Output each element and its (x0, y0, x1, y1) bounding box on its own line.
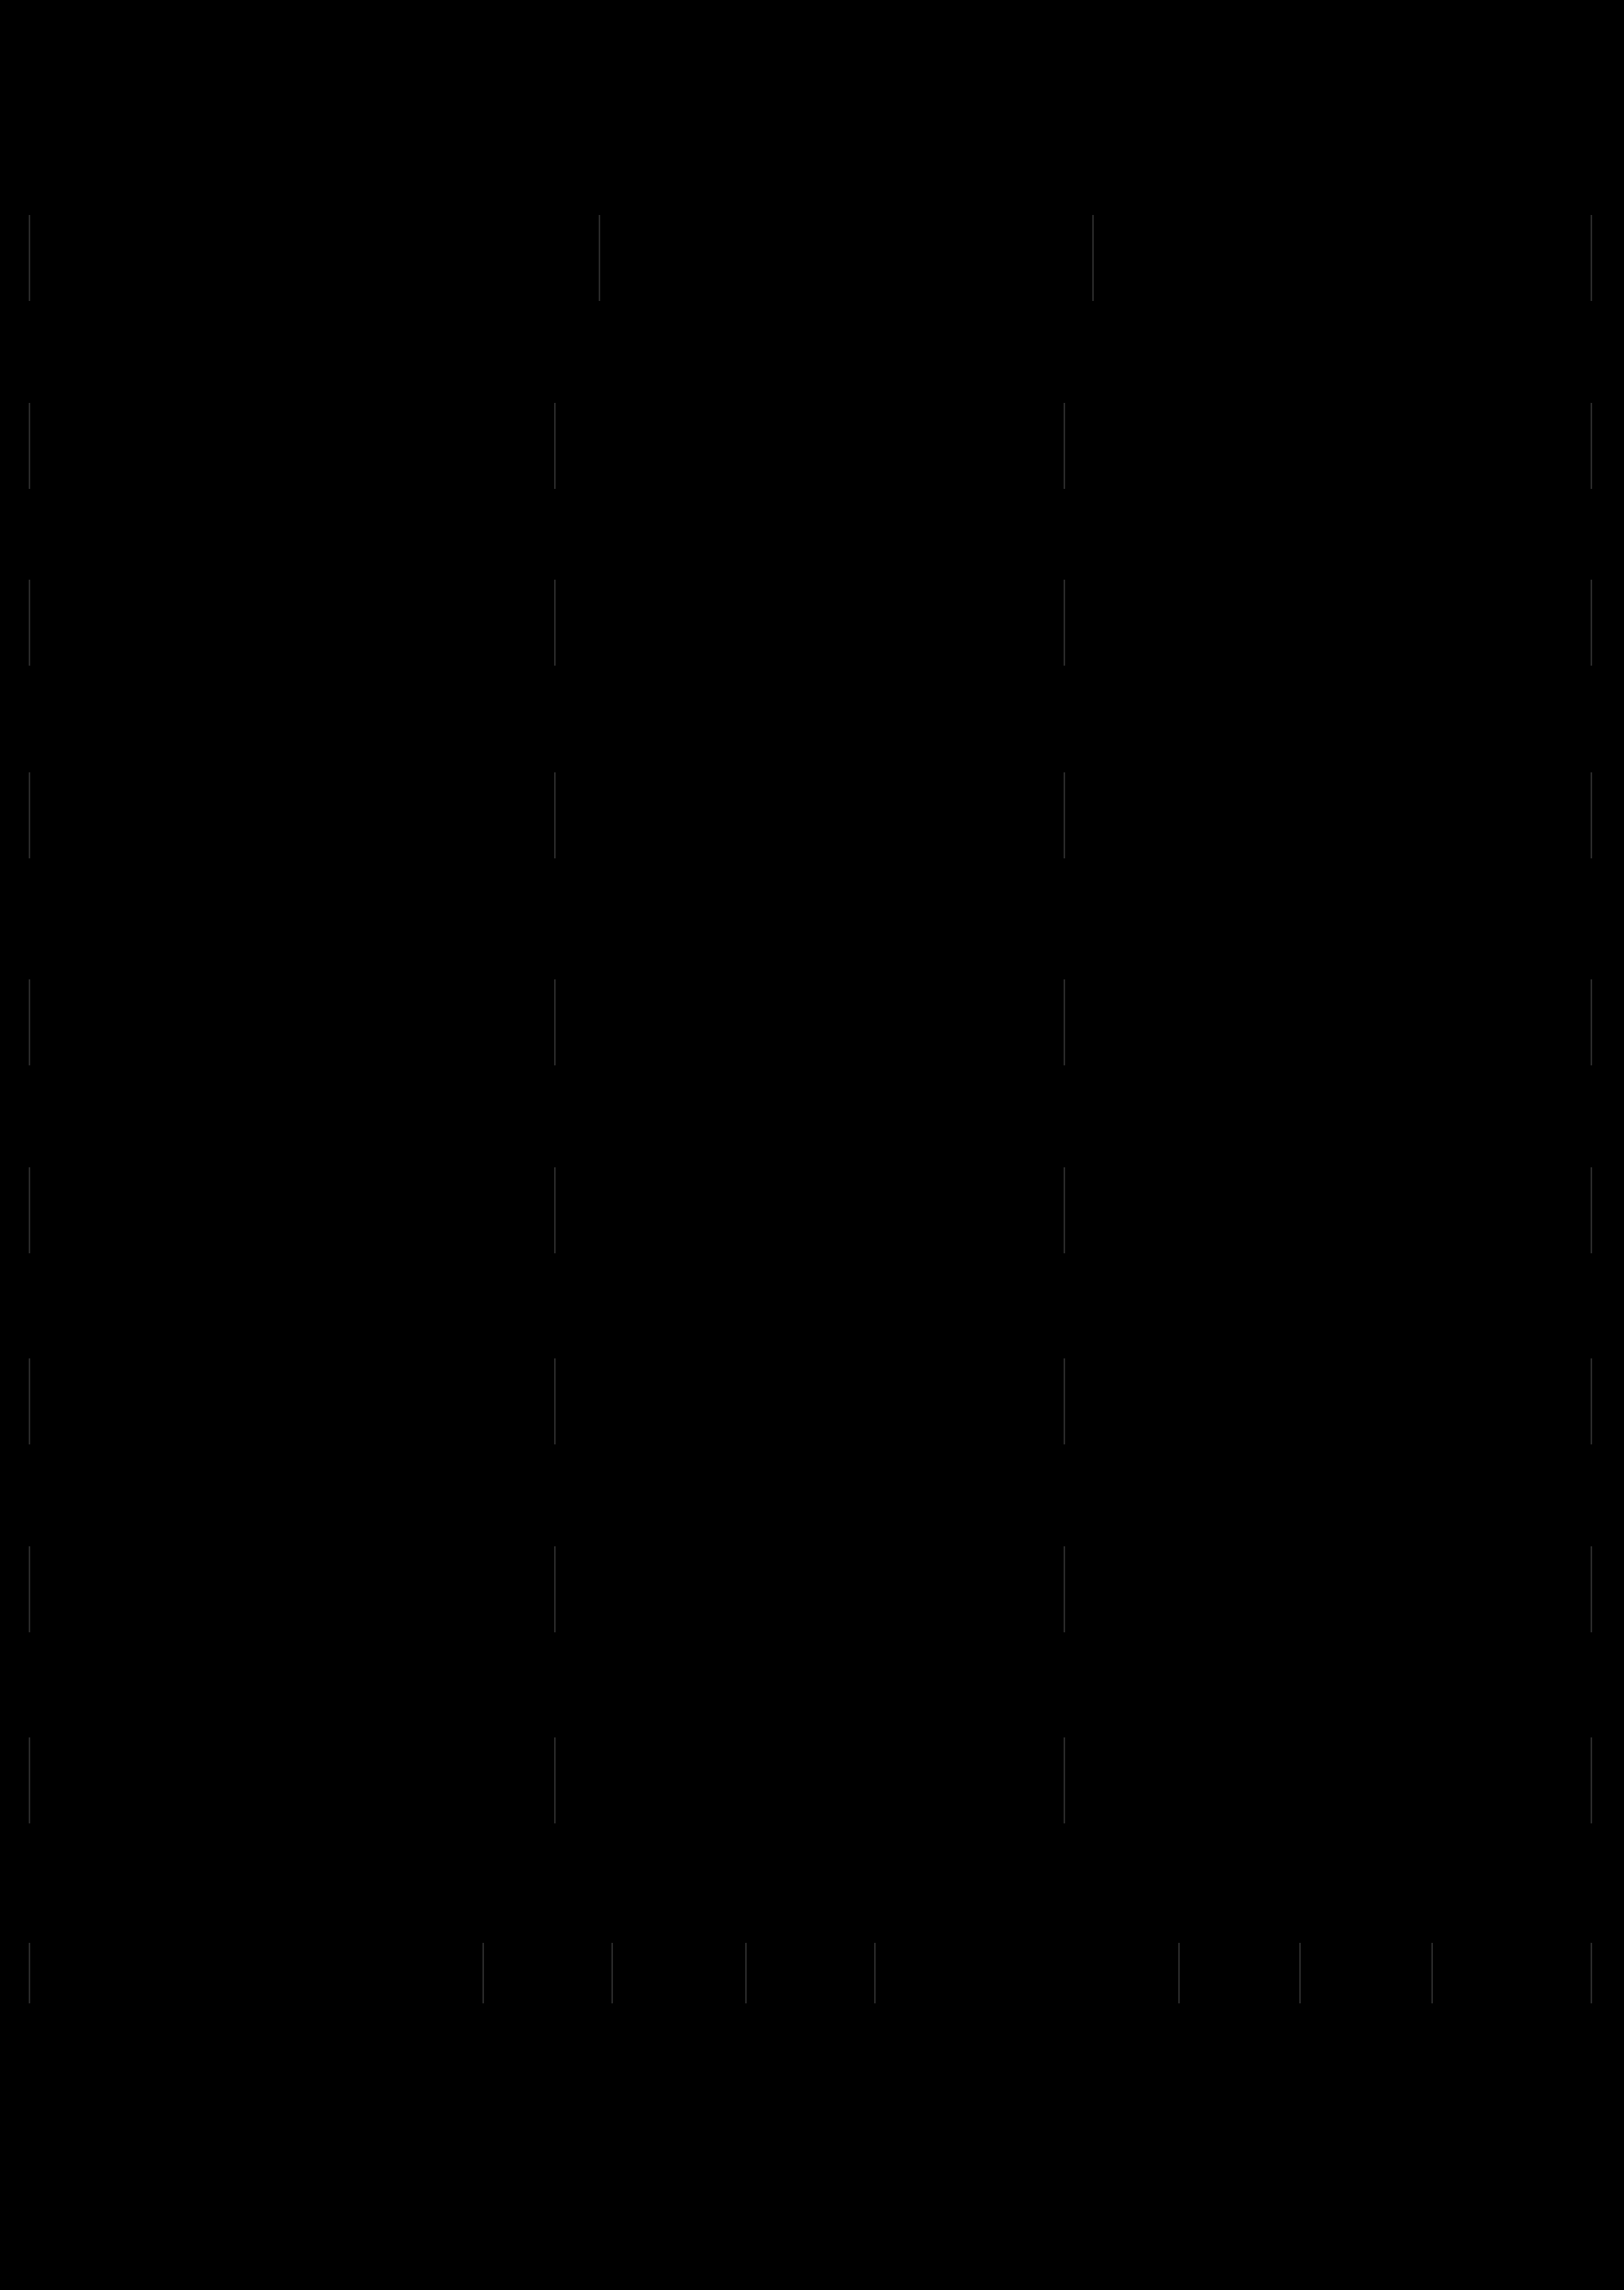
table-cell (1064, 573, 1592, 672)
table-cell (29, 1731, 554, 1830)
column-rule (554, 1167, 556, 1253)
table-cell (554, 397, 1092, 495)
footer-tick (1591, 1943, 1592, 2003)
column-rule (1591, 215, 1592, 301)
table-cell (554, 573, 1064, 672)
column-rule (554, 1737, 556, 1823)
column-rule (1591, 403, 1592, 489)
column-rule (554, 1546, 556, 1632)
column-rule (29, 1167, 30, 1253)
column-rule (599, 215, 600, 301)
column-rule (1092, 215, 1094, 301)
table-row (29, 1540, 1592, 1639)
table-cell (29, 766, 554, 865)
column-rule (1591, 1737, 1592, 1823)
column-rule (1064, 403, 1065, 489)
table-cell (29, 397, 554, 495)
table-cell (1092, 209, 1592, 307)
table-cell (29, 1161, 554, 1260)
column-rule (1064, 979, 1065, 1065)
table-cell (1064, 1540, 1592, 1639)
table-cell (554, 973, 1064, 1072)
table-cell (1064, 1161, 1592, 1260)
column-rule (1591, 1358, 1592, 1444)
table-row (29, 973, 1592, 1072)
table-cell (1064, 1352, 1592, 1451)
table-grid (29, 209, 1592, 2008)
table-row (29, 1731, 1592, 1830)
column-rule (1591, 580, 1592, 666)
table-cell (554, 1731, 1064, 1830)
footer-tick (1299, 1943, 1301, 2003)
footer-tick (482, 1943, 484, 2003)
column-rule (29, 215, 30, 301)
column-rule (1064, 580, 1065, 666)
column-rule (1064, 1358, 1065, 1444)
table-cell (29, 573, 554, 672)
table-row (29, 1352, 1592, 1451)
column-rule (1591, 1167, 1592, 1253)
table-row (29, 1161, 1592, 1260)
column-rule (554, 580, 556, 666)
table-cell (29, 1352, 554, 1451)
column-rule (29, 580, 30, 666)
footer-tick (874, 1943, 876, 2003)
table-cell (29, 209, 599, 307)
table-cell (554, 1161, 1064, 1260)
column-rule (554, 979, 556, 1065)
column-rule (1591, 1546, 1592, 1632)
column-rule (1064, 772, 1065, 858)
column-rule (1064, 1546, 1065, 1632)
column-rule (1064, 1737, 1065, 1823)
footer-tick (611, 1943, 613, 2003)
table-row (29, 397, 1592, 495)
table-cell (29, 973, 554, 1072)
footer-tick (1178, 1943, 1180, 2003)
column-rule (1591, 979, 1592, 1065)
table-row (29, 766, 1592, 865)
column-rule (554, 403, 556, 489)
table-cell (1064, 1731, 1592, 1830)
column-rule (1064, 1167, 1065, 1253)
table-row (29, 209, 1592, 307)
footer-tick (745, 1943, 747, 2003)
table-cell (29, 1540, 554, 1639)
table-cell (1064, 766, 1592, 865)
column-rule (554, 1358, 556, 1444)
table-row (29, 573, 1592, 672)
footer-tick (1431, 1943, 1433, 2003)
column-rule (554, 772, 556, 858)
table-cell (554, 766, 1064, 865)
column-rule (29, 979, 30, 1065)
column-rule (29, 1358, 30, 1444)
column-rule (29, 1546, 30, 1632)
footer-tick (29, 1943, 30, 2003)
column-rule (29, 403, 30, 489)
table-cell (554, 1540, 1064, 1639)
column-rule (29, 772, 30, 858)
table-cell (599, 209, 1092, 307)
table-cell (1092, 397, 1592, 495)
column-rule (29, 1737, 30, 1823)
column-rule (1591, 772, 1592, 858)
table-cell (554, 1352, 1064, 1451)
table-cell (1064, 973, 1592, 1072)
